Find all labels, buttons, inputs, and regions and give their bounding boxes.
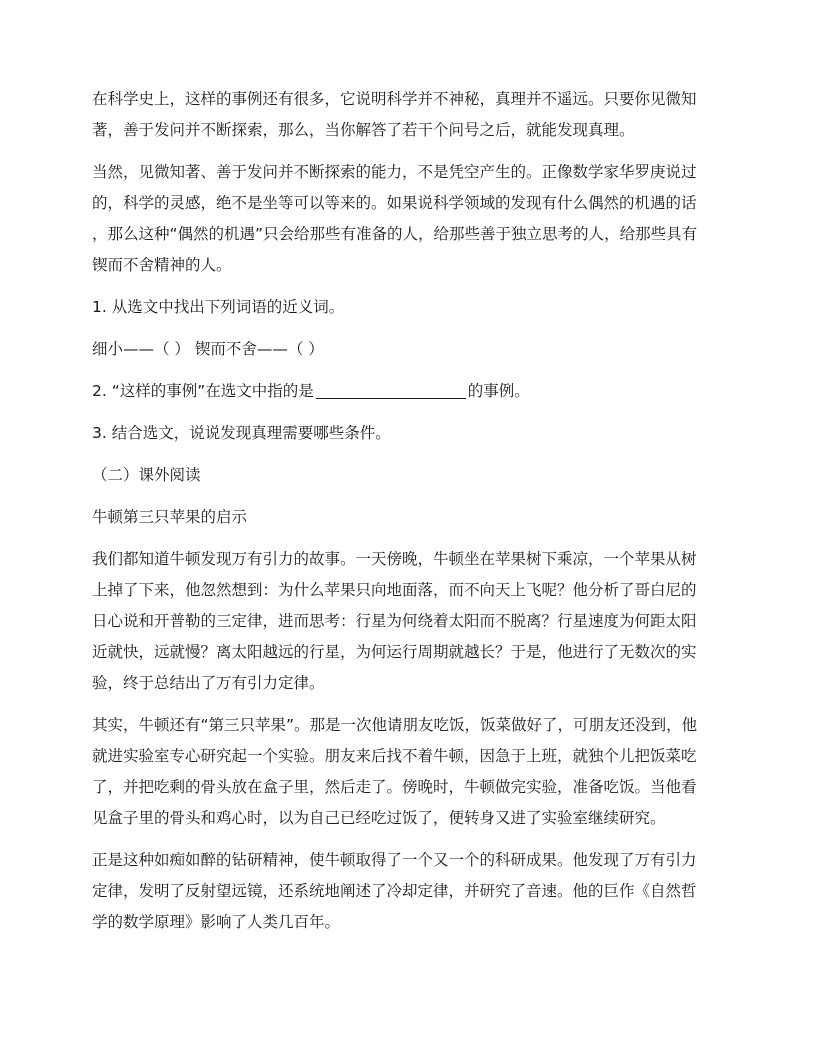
paragraph-4 [92, 710, 724, 834]
paragraph-1 [92, 84, 724, 146]
paragraph-5 [92, 845, 724, 938]
paragraph-2 [92, 157, 724, 281]
text-line: 学的数学原理》影响了人类几百年。 [92, 913, 341, 931]
answer-blank[interactable] [316, 380, 466, 399]
text-line: 定律，发明了反射望远镜，还系统地阐述了冷却定律，并研究了音速。他的巨作《自然哲 [92, 882, 697, 900]
text-line: 我们都知道牛顿发现万有引力的故事。一天傍晚，牛顿坐在苹果树下乘凉，一个苹果从树 [92, 550, 697, 568]
text-line: 著，善于发问并不断探索，那么，当你解答了若干个问号之后，就能发现真理。 [92, 121, 635, 139]
question-1: 1. 从选文中找出下列词语的近义词。 [92, 298, 345, 316]
question-3: 3. 结合选文，说说发现真理需要哪些条件。 [92, 424, 391, 442]
text-line: 当然，见微知著、善于发问并不断探索的能力，不是凭空产生的。正像数学家华罗庚说过 [92, 163, 697, 181]
text-line: 正是这种如痴如醉的钻研精神，使牛顿取得了一个又一个的科研成果。他发现了万有引力 [92, 851, 697, 869]
question-2-suffix: 的事例。 [467, 382, 530, 400]
paragraph-3 [92, 544, 724, 699]
document-page [92, 84, 724, 949]
text-line: 在科学史上，这样的事例还有很多，它说明科学并不神秘，真理并不遥远。只要你见微知 [92, 90, 697, 108]
text-line: 见盒子里的骨头和鸡心时，以为自己已经吃过饭了，便转身又进了实验室继续研究。 [92, 809, 666, 827]
text-line: 了，并把吃剩的骨头放在盒子里，然后走了。傍晚时，牛顿做完实验，准备吃饭。当他看 [92, 778, 697, 796]
section-heading: （二）课外阅读 [92, 466, 201, 484]
question-1-items: 细小——（ ） 锲而不舍——（ ） [92, 340, 324, 358]
text-line: 就进实验室专心研究起一个实验。朋友来后找不着牛顿，因急于上班，就独个儿把饭菜吃 [92, 747, 697, 765]
text-line: 验，终于总结出了万有引力定律。 [92, 674, 325, 692]
article-title: 牛顿第三只苹果的启示 [92, 508, 248, 526]
text-line: 日心说和开普勒的三定律，进而思考：行星为何绕着太阳而不脱离？行星速度为何距太阳 [92, 612, 697, 630]
text-line: 锲而不舍精神的人。 [92, 256, 232, 274]
text-line: ，那么这种“偶然的机遇”只会给那些有准备的人，给那些善于独立思考的人，给那些具有 [92, 225, 698, 243]
text-line: 上掉了下来，他忽然想到：为什么苹果只向地面落，而不向天上飞呢？他分析了哥白尼的 [92, 581, 697, 599]
text-line: 近就快，远就慢？离太阳越远的行星，为何运行周期就越长？于是，他进行了无数次的实 [92, 643, 697, 661]
question-2-text: 2. “这样的事例”在选文中指的是 [92, 382, 314, 400]
text-line: 其实，牛顿还有“第三只苹果”。那是一次他请朋友吃饭，饭菜做好了，可朋友还没到，他 [92, 716, 698, 734]
question-2 [92, 376, 724, 407]
text-line: 的，科学的灵感，绝不是坐等可以等来的。如果说科学领域的发现有什么偶然的机遇的话 [92, 194, 697, 212]
